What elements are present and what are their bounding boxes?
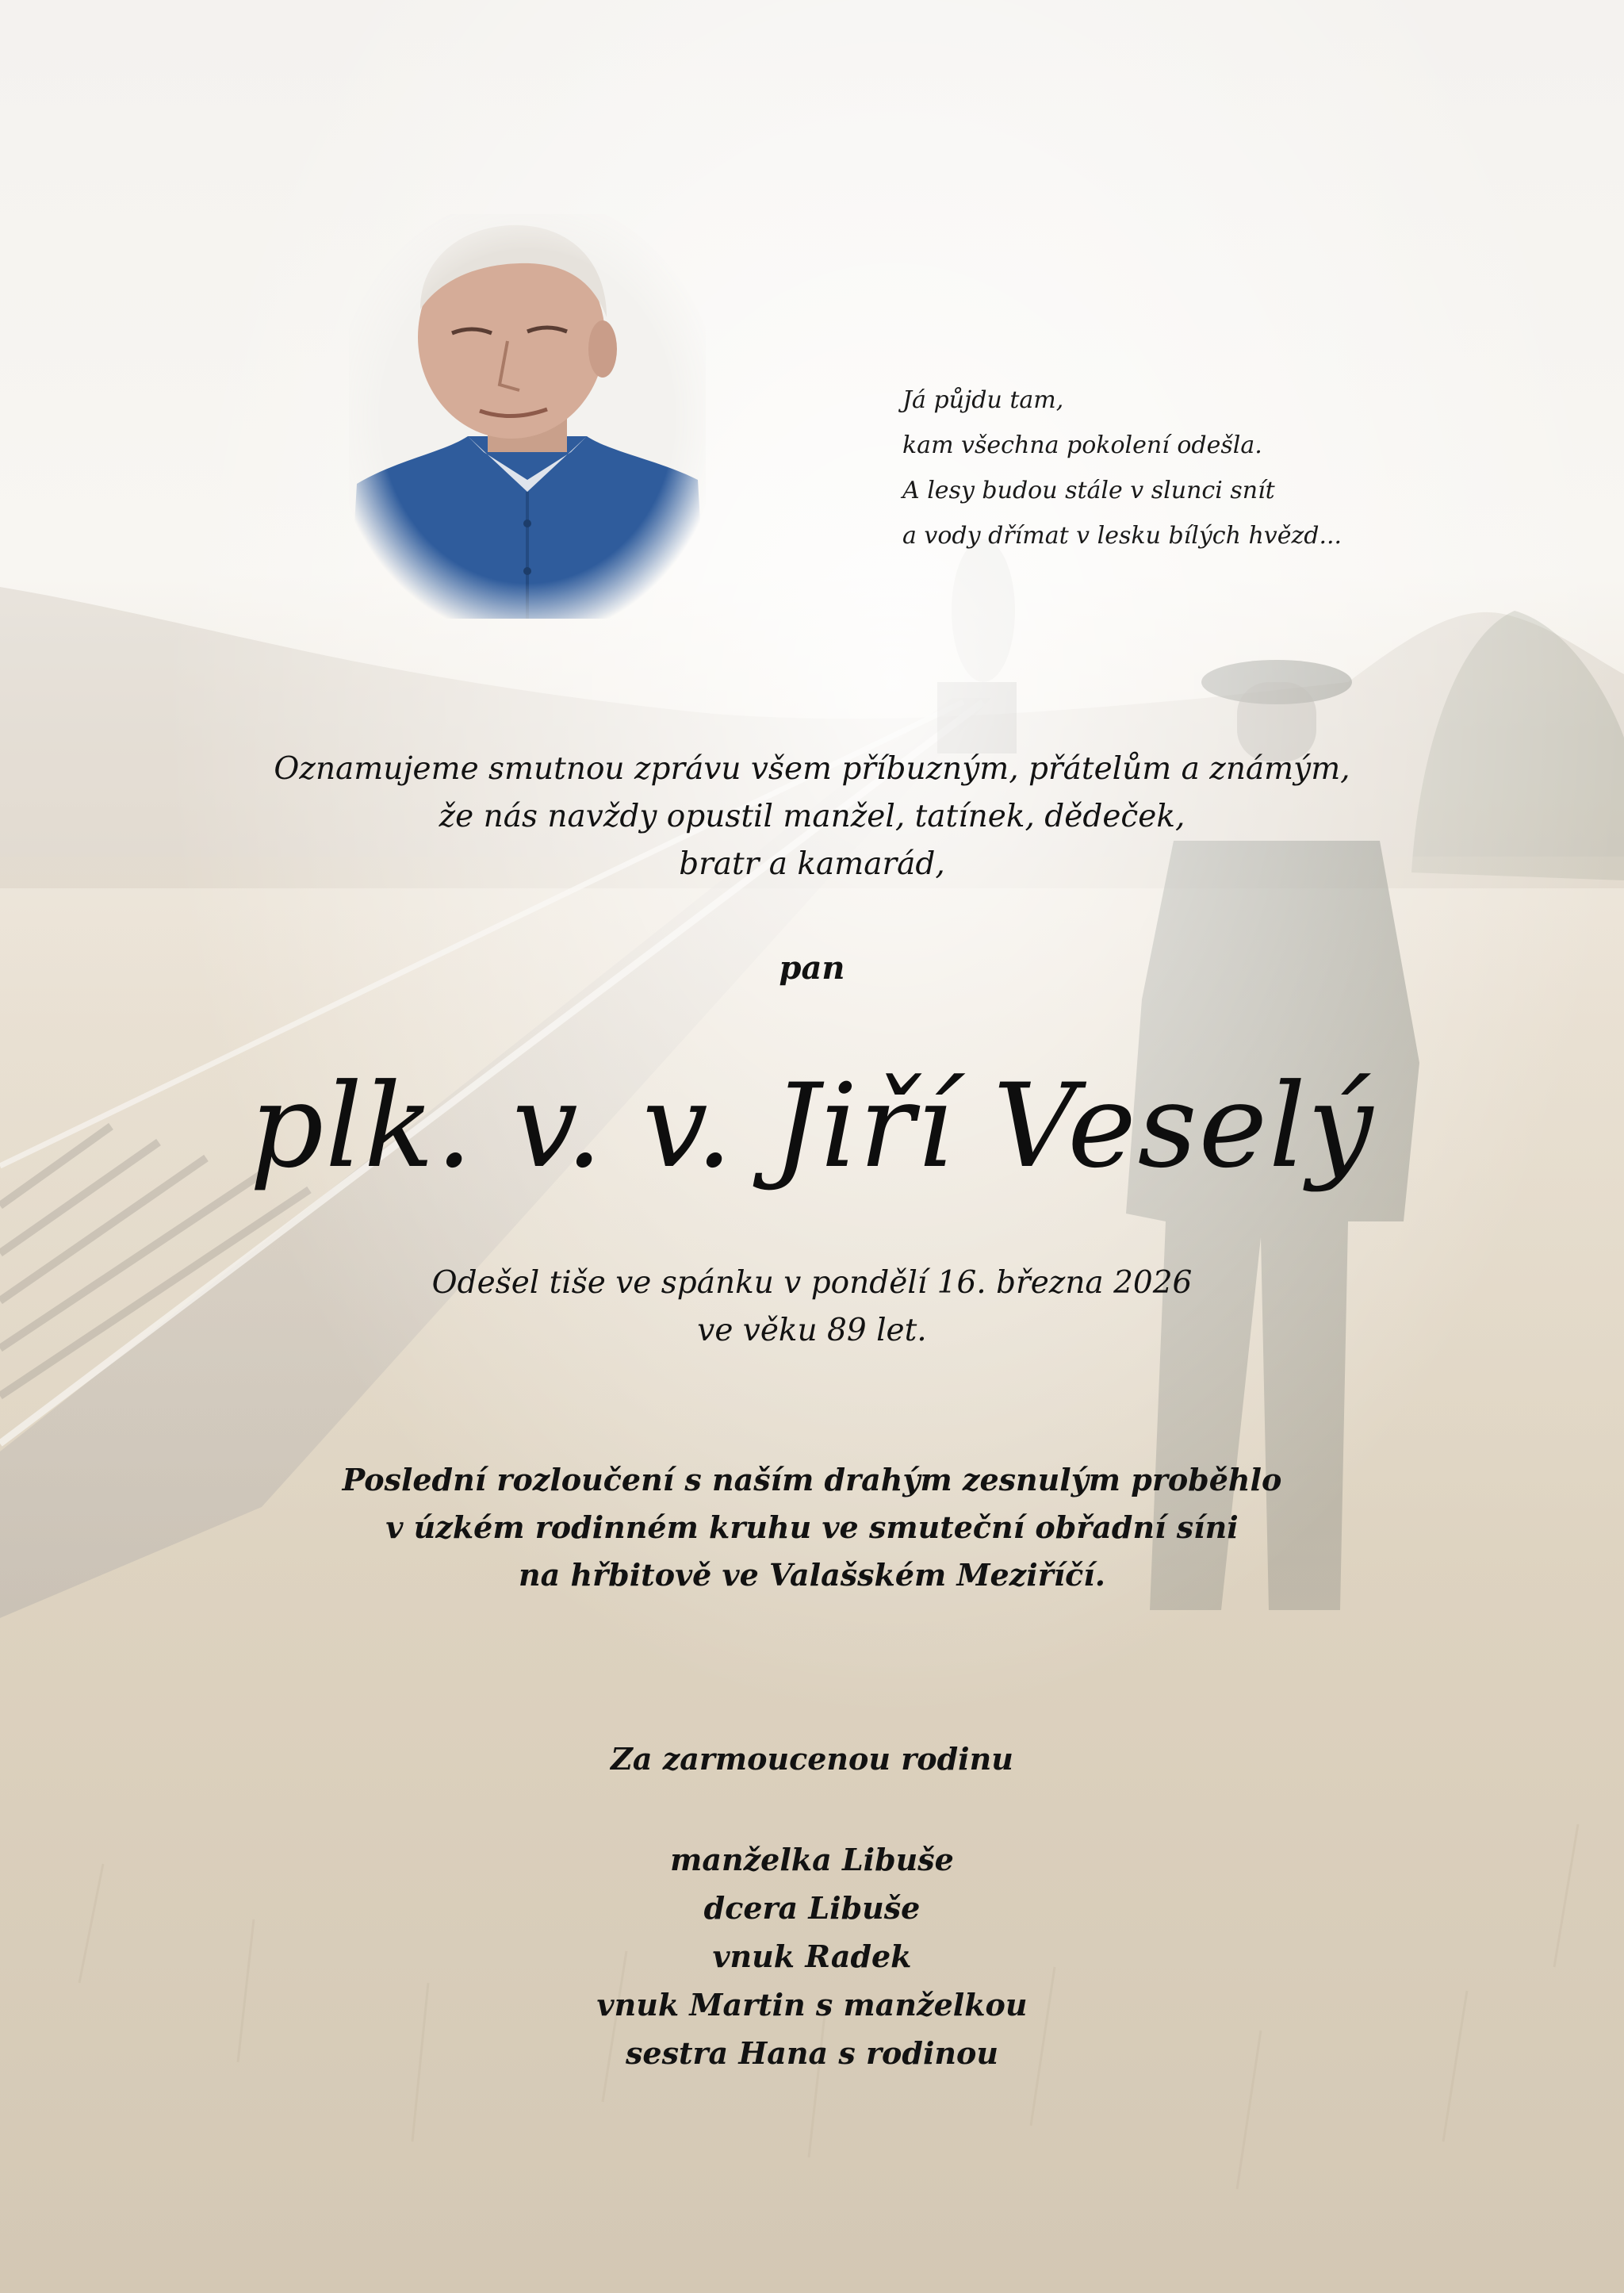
announcement xyxy=(0,746,1624,888)
death-notice-line: Odešel tiše ve spánku v pondělí 16. března 2026 xyxy=(431,1265,1193,1301)
farewell-line: v úzkém rodinném kruhu ve smuteční obřadní síni xyxy=(385,1509,1239,1545)
poem xyxy=(902,378,1410,558)
family-list xyxy=(0,1835,1624,2077)
deceased-name: plk. v. v. Jiří Veselý xyxy=(249,1059,1375,1194)
poem-line: a vody dřímat v lesku bílých hvězd... xyxy=(902,522,1342,550)
announcement-line: Oznamujeme smutnou zprávu všem příbuzným, přátelům a známým, xyxy=(274,751,1350,787)
announcement-line: že nás navždy opustil manžel, tatínek, dědeček, xyxy=(439,799,1185,834)
family-member: sestra Hana s rodinou xyxy=(626,2035,998,2071)
poem-line: kam všechna pokolení odešla. xyxy=(902,431,1262,459)
poem-line: A lesy budou stále v slunci snít xyxy=(902,477,1275,504)
family-member: manželka Libuše xyxy=(670,1842,954,1877)
announcement-line: bratr a kamarád, xyxy=(679,846,945,882)
family-heading: Za zarmoucenou rodinu xyxy=(611,1741,1013,1777)
family-member: vnuk Martin s manželkou xyxy=(596,1987,1028,2023)
death-notice xyxy=(0,1260,1624,1355)
death-notice-line: ve věku 89 let. xyxy=(697,1313,927,1348)
farewell-line: na hřbitově ve Valašském Meziříčí. xyxy=(519,1557,1105,1593)
poem-line: Já půjdu tam, xyxy=(902,386,1064,414)
salutation: pan xyxy=(779,949,845,987)
farewell-notice xyxy=(0,1456,1624,1599)
portrait-photo xyxy=(349,214,706,619)
farewell-line: Poslední rozloučení s naším drahým zesnulým proběhlo xyxy=(342,1462,1282,1497)
family-member: dcera Libuše xyxy=(703,1890,921,1926)
family-member: vnuk Radek xyxy=(712,1938,912,1974)
